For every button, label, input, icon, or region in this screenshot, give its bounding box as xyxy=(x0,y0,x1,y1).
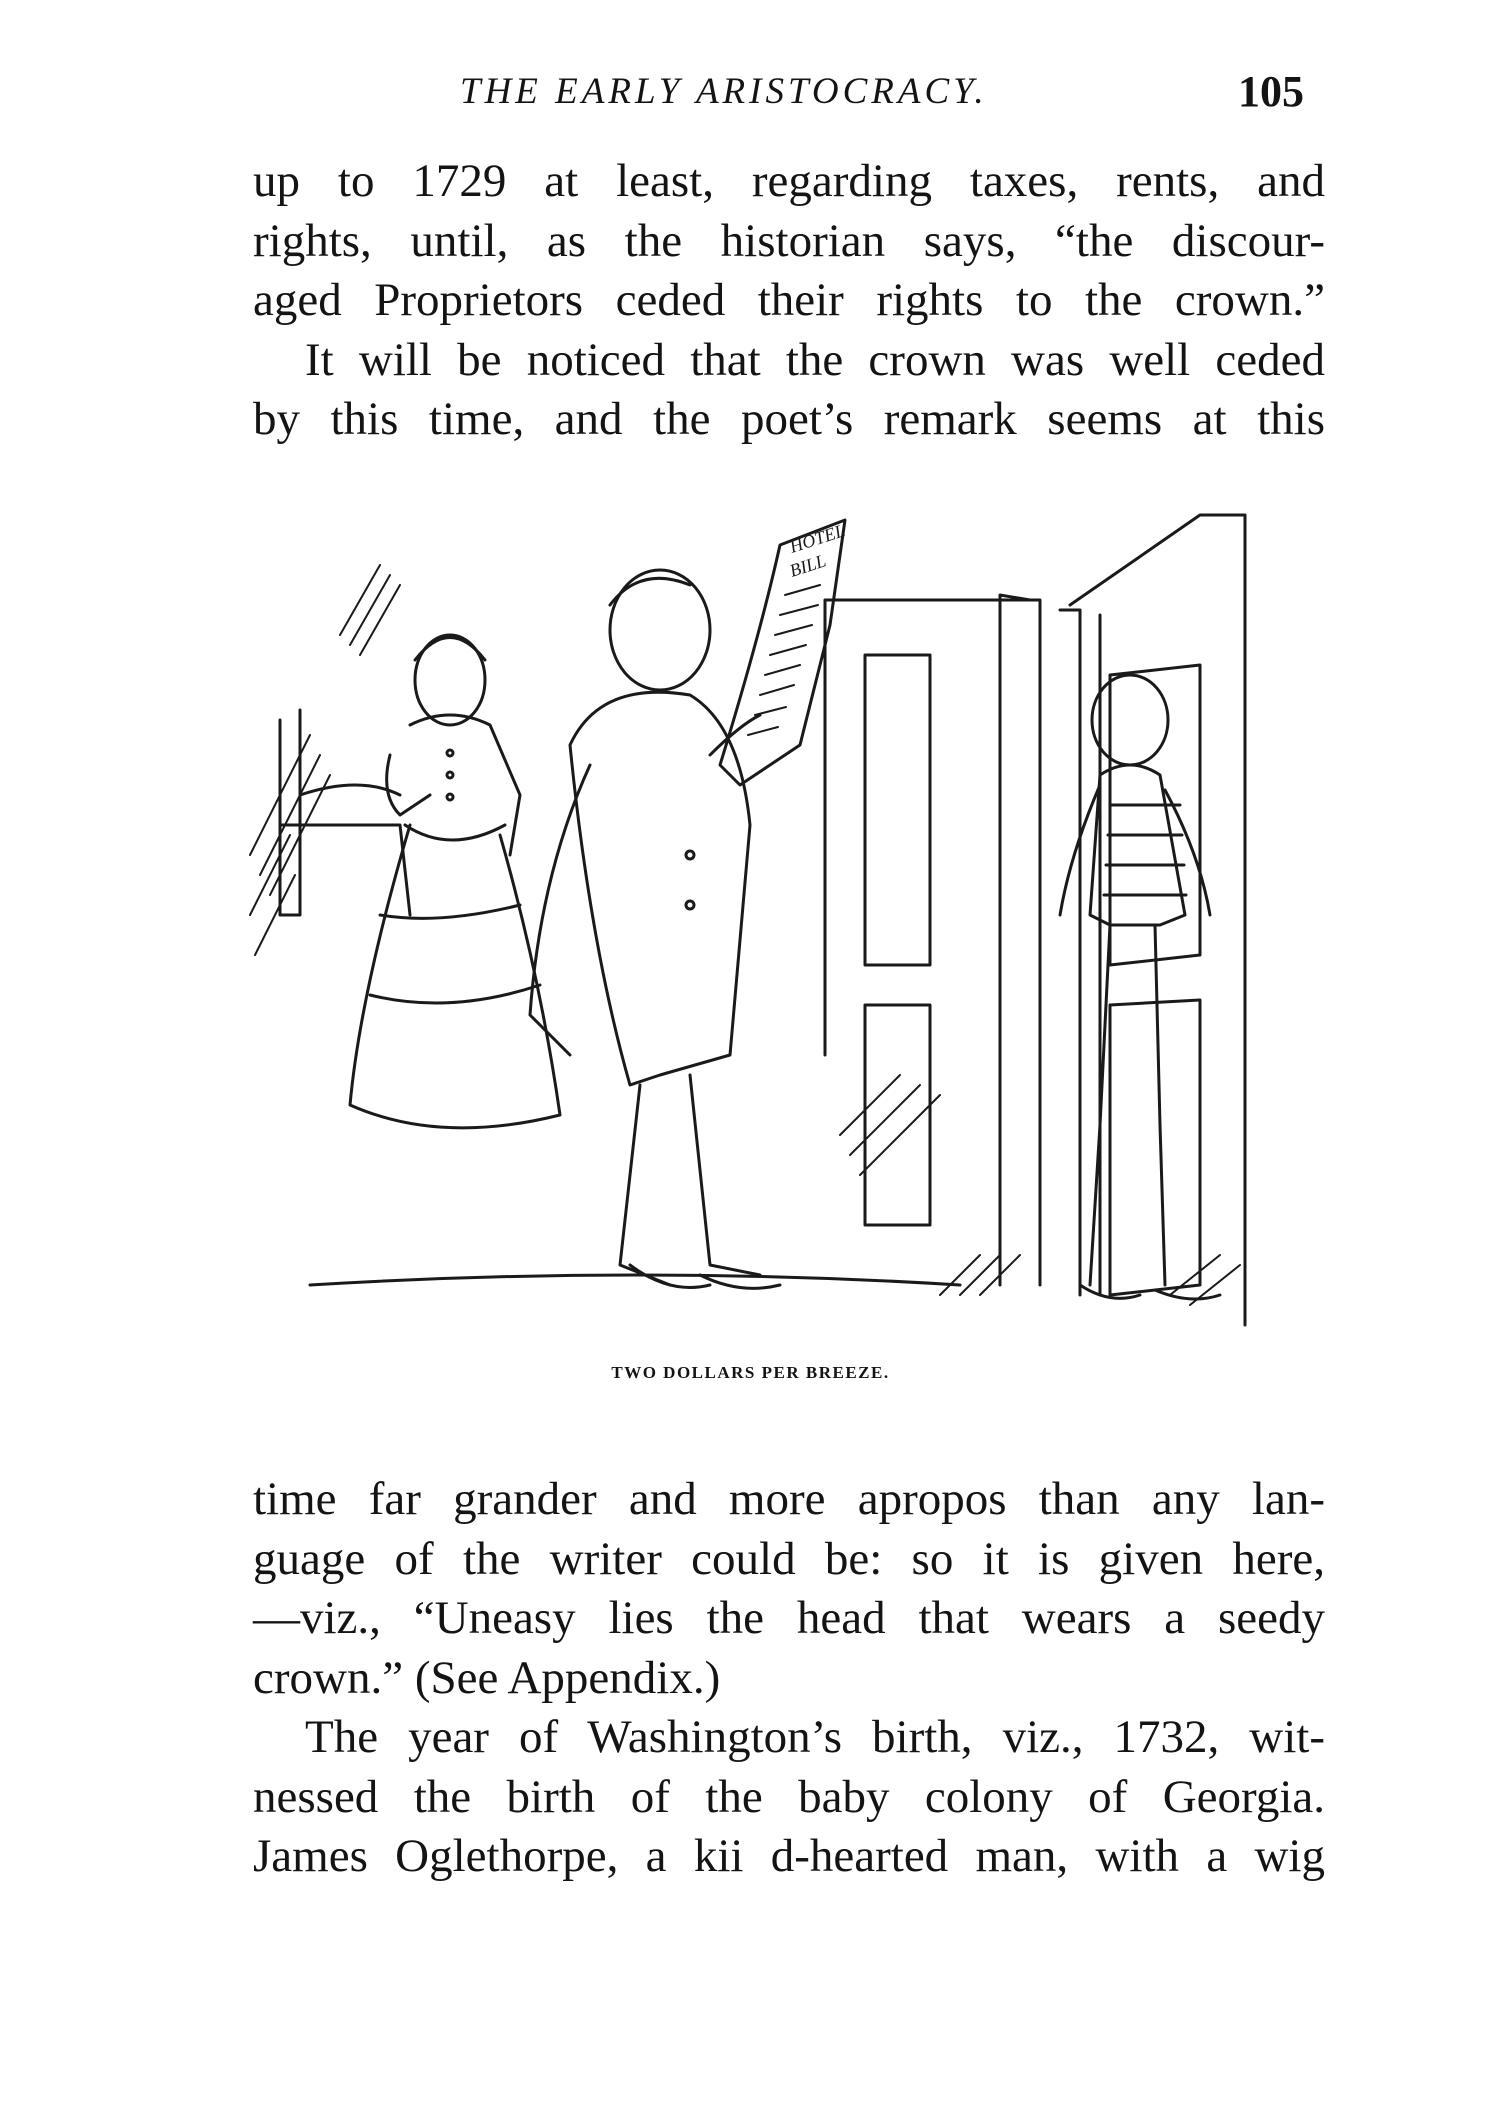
text-line: It will be noticed that the crown was well ceded xyxy=(305,333,1325,386)
door-edge xyxy=(1000,595,1030,1285)
text-line: time far grander and more apropos than any lan- xyxy=(253,1473,1325,1525)
illustration xyxy=(240,495,1330,1340)
wall-hatching xyxy=(250,565,400,955)
running-head xyxy=(0,67,1501,130)
chair xyxy=(280,710,410,915)
door-frame xyxy=(825,600,1040,1285)
text-line: aged Proprietors ceded their rights to the crown.” xyxy=(253,274,1325,326)
page-number: 105 xyxy=(1238,67,1304,116)
text-block-top xyxy=(253,152,1325,450)
seated-woman xyxy=(350,635,560,1128)
text-line: crown.” (See Appendix.) xyxy=(253,1651,721,1704)
text-line: guage of the writer could be: so it is given here, xyxy=(253,1532,1325,1585)
running-title: THE EARLY ARISTOCRACY. xyxy=(460,71,988,112)
text-line: by this time, and the poet’s remark seems at this xyxy=(253,393,1325,445)
text-line: nessed the birth of the baby colony of Georgia. xyxy=(253,1770,1325,1823)
door-panels xyxy=(865,655,930,1225)
text-line: up to 1729 at least, regarding taxes, rents, and xyxy=(253,155,1325,207)
text-line: James Oglethorpe, a kii d-hearted man, with a wig xyxy=(253,1830,1325,1882)
bellboy xyxy=(1060,675,1220,1299)
open-door xyxy=(1060,515,1245,1325)
sign-text-line2: BILL xyxy=(787,550,829,581)
gentleman xyxy=(530,570,780,1288)
illustration-caption: TWO DOLLARS PER BREEZE. xyxy=(611,1363,890,1382)
text-line: —viz., “Uneasy lies the head that wears a seedy xyxy=(253,1592,1325,1644)
text-line: rights, until, as the historian says, “the discour- xyxy=(253,214,1325,267)
sign-text-line1: HOTEL xyxy=(787,520,848,557)
text-block-bottom xyxy=(253,1470,1325,1887)
text-line: The year of Washington’s birth, viz., 1732, wit- xyxy=(305,1711,1325,1763)
floor-line xyxy=(310,1275,960,1285)
